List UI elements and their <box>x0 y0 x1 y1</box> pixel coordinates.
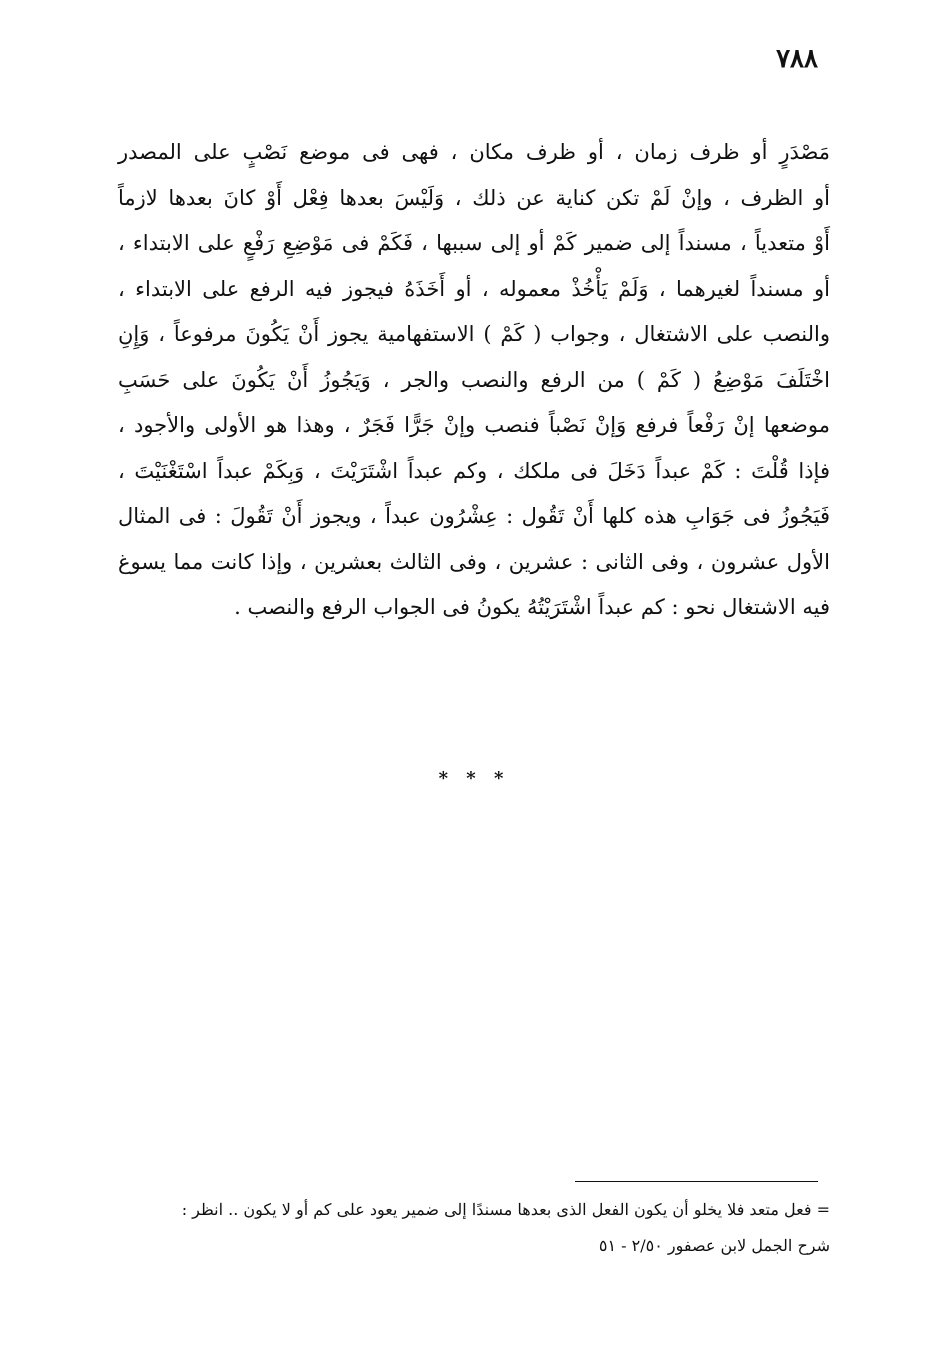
text-line: أو مسنداً لغيرهما ، وَلَمْ يَأْخُذْ معموله ، أو أَخَذَهُ فيجوز فيه الرفع على الابتداء ، <box>118 276 830 301</box>
text-line: مَصْدَرٍ أو ظرف زمان ، أو ظرف مكان ، فهى فى موضع نَصْبٍ على المصدر <box>118 140 830 164</box>
footnote-line: شرح الجمل لابن عصفور ٢/٥٠ - ٥١ <box>598 1236 830 1255</box>
text-line: فإذا قُلْتَ : كَمْ عبداً دَخَلَ فى ملكك ، وكم عبداً اشْتَرَيْتَ ، وَبِكَمْ عبداً اسْتَغْنَيْتَ ، <box>118 458 830 483</box>
footnote-divider <box>575 1181 818 1182</box>
text-line: فَيَجُوزُ فى جَوَابِ هذه كلها أَنْ تَقُول : عِشْرُون عبداً ، ويجوز أَنْ تَقُولَ : فى المثال <box>118 504 830 528</box>
section-separator: * * * <box>438 768 510 789</box>
text-line: فيه الاشتغال نحو : كم عبداً اشْتَرَيْتُهُ يكونُ فى الجواب الرفع والنصب . <box>234 595 830 619</box>
text-line: موضعها إنْ رَفْعاً فرفع وَإنْ نَصْباً فنصب وإنْ جَرًّا فَجَرٌ ، وهذا هو الأولى والأجود ، <box>118 413 830 437</box>
text-line: الأول عشرون ، وفى الثانى : عشرين ، وفى الثالث بعشرين ، وإذا كانت مما يسوغ <box>118 549 830 574</box>
text-line: والنصب على الاشتغال ، وجواب ( كَمْ ) الاستفهامية يجوز أَنْ يَكُونَ مرفوعاً ، وَإِنِ <box>118 322 830 346</box>
footnote <box>118 1192 830 1264</box>
page-number: ٧٨٨ <box>776 44 818 74</box>
main-text <box>118 130 830 631</box>
text-line: أَوْ متعدياً ، مسنداً إلى ضمير كَمْ أو إلى سببها ، فَكَمْ فى مَوْضِعِ رَفْعٍ على الابتداء ، <box>118 231 830 255</box>
text-line: أو الظرف ، وإنْ لَمْ تكن كناية عن ذلك ، وَلَيْسَ بعدها فِعْل أَوْ كانَ بعدها لازماً <box>118 185 830 210</box>
footnote-line: = فعل متعد فلا يخلو أن يكون الفعل الذى بعدها مسندًا إلى ضمير يعود على كم أو لا يكون .. انظر : <box>181 1200 830 1219</box>
text-line: اخْتَلَفَ مَوْضِعُ ( كَمْ ) من الرفع والنصب والجر ، وَيَجُوزُ أَنْ يَكُونَ على حَسَبِ <box>118 367 830 392</box>
